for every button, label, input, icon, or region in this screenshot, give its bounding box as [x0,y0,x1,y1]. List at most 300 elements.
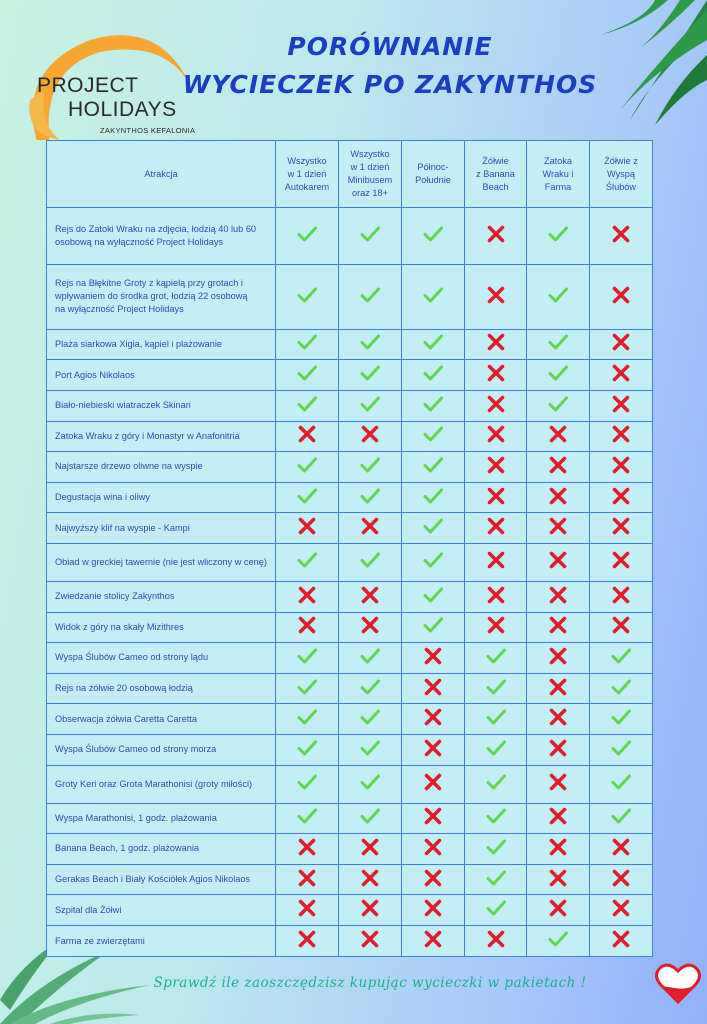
included-cell [276,208,339,265]
excluded-cell [527,581,590,612]
attraction-name: Zatoka Wraku z góry i Monastyr w Anafonitria [47,421,276,452]
check-icon [547,331,569,353]
table-row [47,673,653,704]
check-icon [359,485,381,507]
attraction-name: Zwiedzanie stolicy Zakynthos [47,581,276,612]
excluded-cell [527,452,590,483]
included-cell [527,360,590,391]
check-icon [610,676,632,698]
excluded-cell [402,864,465,895]
excluded-cell [465,513,527,544]
included-cell [402,208,465,265]
attraction-name: Obserwacja żółwia Caretta Caretta [47,704,276,735]
check-icon [359,362,381,384]
cross-icon [610,284,632,306]
excluded-cell [465,482,527,513]
included-cell [339,265,402,329]
check-icon [610,737,632,759]
attraction-name: Banana Beach, 1 godz. plażowania [47,834,276,865]
check-icon [547,362,569,384]
check-icon [422,331,444,353]
check-icon [422,393,444,415]
attraction-name: Obiad w greckiej tawernie (nie jest wliczony w cenę) [47,544,276,582]
table-row [47,513,653,544]
logo-line1: PROJECT [37,74,139,97]
table-row [47,643,653,674]
cross-icon [547,645,569,667]
check-icon [359,645,381,667]
cross-icon [485,549,507,571]
check-icon [296,362,318,384]
cross-icon [610,393,632,415]
cross-icon [296,928,318,950]
cross-icon [422,867,444,889]
included-cell [465,895,527,926]
included-cell [339,704,402,735]
included-cell [590,765,653,803]
cross-icon [359,423,381,445]
included-cell [590,643,653,674]
title-line1: PORÓWNANIE [287,32,493,61]
excluded-cell [590,421,653,452]
excluded-cell [339,513,402,544]
table-body [47,208,653,957]
table-row [47,208,653,265]
excluded-cell [590,329,653,360]
attraction-name: Biało-niebieski wiatraczek Skinari [47,390,276,421]
excluded-cell [527,544,590,582]
excluded-cell [276,834,339,865]
table-row [47,581,653,612]
cross-icon [296,867,318,889]
check-icon [359,706,381,728]
included-cell [339,329,402,360]
check-icon [296,454,318,476]
check-icon [485,737,507,759]
check-icon [296,771,318,793]
table-row [47,360,653,391]
attraction-name: Rejs do Zatoki Wraku na zdjęcia, łodzią 40 lub 60 osobową na wyłączność Project Holidays [47,208,276,265]
page-title [180,28,600,104]
excluded-cell [402,803,465,834]
excluded-cell [527,673,590,704]
cross-icon [296,584,318,606]
table-row [47,390,653,421]
check-icon [485,867,507,889]
attraction-name: Wyspa Ślubów Cameo od strony morza [47,735,276,766]
included-cell [402,612,465,643]
included-cell [276,544,339,582]
column-header: Żółwie z Banana Beach [465,141,527,208]
included-cell [465,834,527,865]
check-icon [359,549,381,571]
included-cell [276,673,339,704]
excluded-cell [276,581,339,612]
check-icon [359,771,381,793]
table-row [47,765,653,803]
included-cell [276,390,339,421]
cross-icon [547,485,569,507]
cross-icon [422,737,444,759]
logo-tagline: ZAKYNTHOS KEFALONIA [100,126,196,135]
excluded-cell [276,926,339,957]
attraction-name: Szpital dla Żółwi [47,895,276,926]
check-icon [359,223,381,245]
included-cell [402,329,465,360]
check-icon [485,645,507,667]
check-icon [422,284,444,306]
attraction-name: Plaża siarkowa Xigia, kąpiel i plażowanie [47,329,276,360]
cross-icon [296,515,318,537]
excluded-cell [465,452,527,483]
check-icon [547,284,569,306]
check-icon [359,454,381,476]
included-cell [339,544,402,582]
cross-icon [485,331,507,353]
excluded-cell [402,643,465,674]
table-row [47,803,653,834]
cross-icon [547,805,569,827]
check-icon [359,676,381,698]
included-cell [276,329,339,360]
cross-icon [610,423,632,445]
column-header: Północ- Południe [402,141,465,208]
check-icon [422,515,444,537]
check-icon [547,393,569,415]
attraction-name: Rejs na Błękitne Groty z kąpielą przy grotach i wpływaniem do środka grot, łodzią 22 osobową na wyłączność Project Holidays [47,265,276,329]
cross-icon [547,897,569,919]
check-icon [359,284,381,306]
check-icon [422,485,444,507]
attraction-name: Najwyższy klif na wyspie - Kampi [47,513,276,544]
included-cell [276,765,339,803]
check-icon [422,454,444,476]
footer-slogan: Sprawdź ile zaoszczędzisz kupując wycieczki w pakietach ! [153,975,587,991]
comparison-table [46,140,653,957]
excluded-cell [339,864,402,895]
cross-icon [422,771,444,793]
included-cell [276,360,339,391]
column-header: Wszystko w 1 dzień Minibusem oraz 18+ [339,141,402,208]
check-icon [359,805,381,827]
included-cell [402,513,465,544]
table-row [47,926,653,957]
included-cell [465,765,527,803]
table-row [47,329,653,360]
check-icon [422,614,444,636]
excluded-cell [276,864,339,895]
table-row [47,834,653,865]
included-cell [276,704,339,735]
cross-icon [485,362,507,384]
cross-icon [485,454,507,476]
check-icon [296,737,318,759]
excluded-cell [402,704,465,735]
cross-icon [359,867,381,889]
check-icon [296,223,318,245]
cross-icon [547,676,569,698]
attraction-name: Wyspa Marathonisi, 1 godz. plażowania [47,803,276,834]
cross-icon [485,284,507,306]
column-header: Wszystko w 1 dzień Autokarem [276,141,339,208]
excluded-cell [465,612,527,643]
cross-icon [359,836,381,858]
excluded-cell [402,735,465,766]
cross-icon [547,867,569,889]
check-icon [422,223,444,245]
cross-icon [610,485,632,507]
excluded-cell [527,735,590,766]
included-cell [339,643,402,674]
polish-flag-heart-icon [655,962,701,1004]
excluded-cell [590,452,653,483]
check-icon [296,485,318,507]
excluded-cell [402,926,465,957]
cross-icon [547,454,569,476]
excluded-cell [590,834,653,865]
cross-icon [485,614,507,636]
cross-icon [296,836,318,858]
check-icon [422,549,444,571]
excluded-cell [527,513,590,544]
included-cell [339,673,402,704]
excluded-cell [402,765,465,803]
check-icon [422,584,444,606]
included-cell [276,482,339,513]
included-cell [339,360,402,391]
check-icon [547,223,569,245]
excluded-cell [276,421,339,452]
attraction-name: Widok z góry na skały Mizithres [47,612,276,643]
excluded-cell [590,926,653,957]
included-cell [465,735,527,766]
cross-icon [610,515,632,537]
cross-icon [359,614,381,636]
column-header: Zatoka Wraku i Farma [527,141,590,208]
excluded-cell [465,265,527,329]
excluded-cell [527,803,590,834]
attraction-name: Rejs na żółwie 20 osobową łodzią [47,673,276,704]
included-cell [339,735,402,766]
excluded-cell [527,421,590,452]
attraction-name: Degustacja wina i oliwy [47,482,276,513]
check-icon [296,706,318,728]
cross-icon [485,584,507,606]
excluded-cell [527,895,590,926]
excluded-cell [590,265,653,329]
excluded-cell [590,513,653,544]
table-row [47,735,653,766]
excluded-cell [339,581,402,612]
included-cell [590,673,653,704]
cross-icon [547,836,569,858]
included-cell [590,803,653,834]
table-header-row [47,141,653,208]
included-cell [465,643,527,674]
cross-icon [485,485,507,507]
attraction-name: Farma ze zwierzętami [47,926,276,957]
check-icon [359,331,381,353]
cross-icon [485,423,507,445]
cross-icon [610,836,632,858]
included-cell [339,803,402,834]
cross-icon [547,515,569,537]
included-cell [276,735,339,766]
cross-icon [610,331,632,353]
check-icon [422,423,444,445]
cross-icon [547,737,569,759]
attraction-name: Najstarsze drzewo oliwne na wyspie [47,452,276,483]
excluded-cell [465,544,527,582]
included-cell [590,735,653,766]
cross-icon [422,706,444,728]
cross-icon [547,706,569,728]
included-cell [402,544,465,582]
cross-icon [359,928,381,950]
cross-icon [610,928,632,950]
included-cell [402,482,465,513]
check-icon [296,393,318,415]
excluded-cell [590,544,653,582]
cross-icon [422,676,444,698]
excluded-cell [276,612,339,643]
check-icon [485,706,507,728]
cross-icon [359,584,381,606]
cross-icon [296,423,318,445]
included-cell [402,421,465,452]
excluded-cell [339,895,402,926]
attraction-name: Gerakas Beach i Biały Kościółek Agios Nikolaos [47,864,276,895]
included-cell [402,360,465,391]
cross-icon [485,515,507,537]
included-cell [527,329,590,360]
check-icon [422,362,444,384]
excluded-cell [590,482,653,513]
excluded-cell [590,864,653,895]
cross-icon [547,549,569,571]
included-cell [527,926,590,957]
included-cell [527,265,590,329]
included-cell [465,673,527,704]
included-cell [402,452,465,483]
check-icon [610,706,632,728]
cross-icon [610,454,632,476]
check-icon [610,805,632,827]
included-cell [590,704,653,735]
attraction-name: Wyspa Ślubów Cameo od strony lądu [47,643,276,674]
cross-icon [547,584,569,606]
cross-icon [547,771,569,793]
cross-icon [610,897,632,919]
excluded-cell [590,208,653,265]
table-row [47,704,653,735]
table-row [47,482,653,513]
check-icon [547,928,569,950]
cross-icon [610,549,632,571]
included-cell [339,482,402,513]
cross-icon [359,515,381,537]
included-cell [276,265,339,329]
excluded-cell [527,482,590,513]
included-cell [465,704,527,735]
included-cell [527,208,590,265]
included-cell [339,390,402,421]
check-icon [485,805,507,827]
check-icon [296,676,318,698]
cross-icon [422,645,444,667]
check-icon [610,771,632,793]
cross-icon [610,223,632,245]
included-cell [339,452,402,483]
cross-icon [547,614,569,636]
check-icon [610,645,632,667]
excluded-cell [590,581,653,612]
excluded-cell [339,926,402,957]
excluded-cell [402,834,465,865]
excluded-cell [465,581,527,612]
cross-icon [422,897,444,919]
excluded-cell [402,895,465,926]
cross-icon [610,362,632,384]
table-row [47,421,653,452]
excluded-cell [590,390,653,421]
included-cell [402,581,465,612]
column-header: Atrakcja [47,141,276,208]
check-icon [296,645,318,667]
included-cell [527,390,590,421]
column-header: Żółwie z Wyspą Ślubów [590,141,653,208]
check-icon [485,771,507,793]
excluded-cell [402,673,465,704]
excluded-cell [527,643,590,674]
excluded-cell [465,421,527,452]
cross-icon [485,393,507,415]
excluded-cell [527,704,590,735]
cross-icon [296,614,318,636]
excluded-cell [527,765,590,803]
cross-icon [485,928,507,950]
check-icon [485,676,507,698]
excluded-cell [590,612,653,643]
table-row [47,895,653,926]
logo-line2: HOLIDAYS [68,98,177,121]
excluded-cell [465,390,527,421]
check-icon [485,836,507,858]
cross-icon [359,897,381,919]
excluded-cell [527,864,590,895]
cross-icon [422,836,444,858]
check-icon [296,805,318,827]
check-icon [296,331,318,353]
cross-icon [610,614,632,636]
excluded-cell [590,895,653,926]
excluded-cell [527,612,590,643]
check-icon [296,549,318,571]
excluded-cell [527,834,590,865]
attraction-name: Groty Keri oraz Grota Marathonisi (groty miłości) [47,765,276,803]
cross-icon [547,423,569,445]
included-cell [276,643,339,674]
cross-icon [610,584,632,606]
excluded-cell [339,612,402,643]
cross-icon [485,223,507,245]
title-line2: WYCIECZEK PO ZAKYNTHOS [182,70,598,99]
excluded-cell [590,360,653,391]
included-cell [276,452,339,483]
excluded-cell [276,895,339,926]
table-row [47,544,653,582]
included-cell [402,265,465,329]
